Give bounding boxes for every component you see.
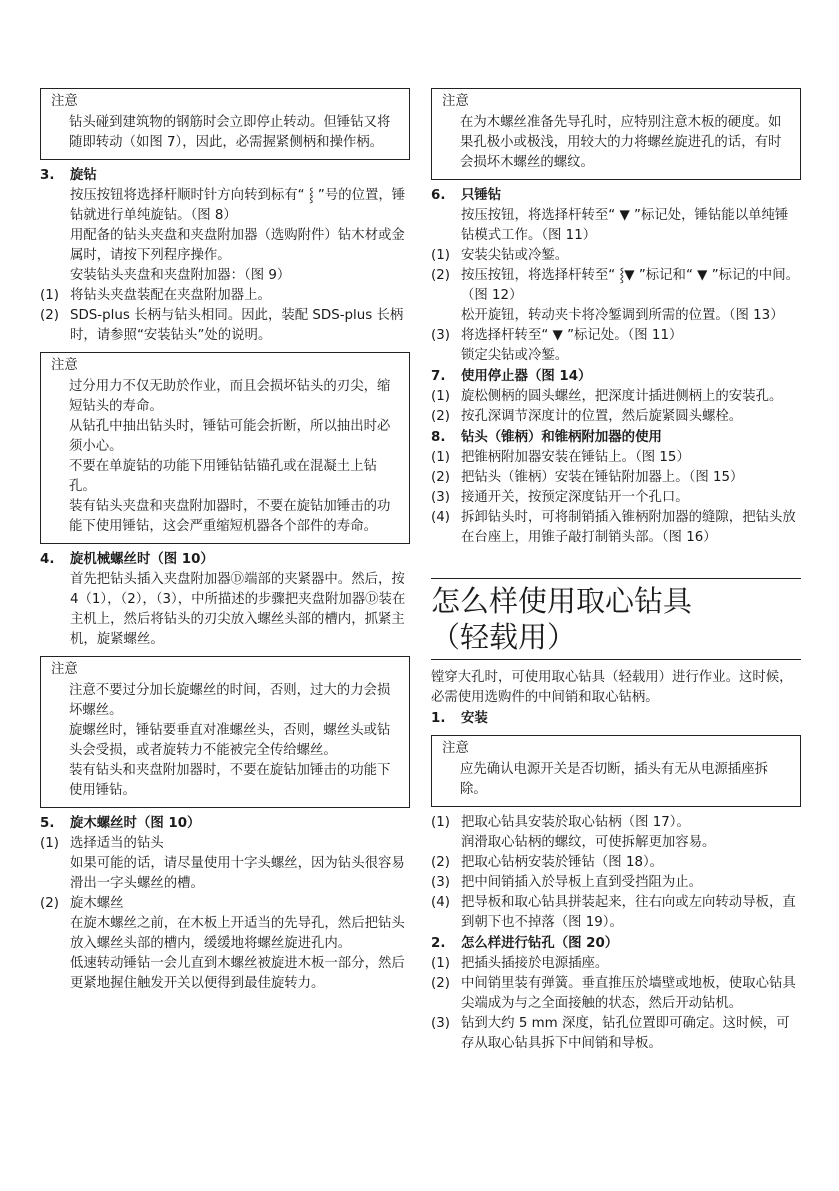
- note-box-power-off: [431, 735, 801, 807]
- list-item: [40, 286, 410, 306]
- section-heading-rotation-drill: [40, 166, 410, 186]
- list-item: [431, 468, 801, 488]
- list-text: 安装尖钻或冷錾。: [461, 248, 569, 263]
- list-item: [431, 873, 801, 893]
- list-item: [40, 306, 410, 346]
- list-number: (1): [40, 288, 59, 303]
- note-text: 旋螺丝时，锤钻要垂直对准螺丝头，否则，螺丝头或钻头会受损，或者旋转力不能被完全传给螺丝。: [69, 723, 391, 758]
- list-item: [431, 326, 801, 346]
- list-item: [431, 488, 801, 508]
- chapter-title-line: （轻载用）: [431, 620, 577, 654]
- list-text: 旋木螺丝: [70, 896, 124, 911]
- list-number: (2): [431, 855, 450, 870]
- list-item: [431, 246, 801, 266]
- section-heading-drilling: [431, 934, 801, 954]
- list-text: 把锥柄附加器安装在锤钻上。（图 15）: [461, 450, 690, 465]
- list-number: (1): [431, 450, 450, 465]
- section-number: 7.: [431, 369, 446, 384]
- list-text: 选择适当的钻头: [70, 836, 164, 851]
- list-item: [431, 974, 801, 1014]
- list-number: (2): [431, 409, 450, 424]
- list-text: 把中间销插入於导板上直到受挡阻为止。: [461, 875, 703, 890]
- paragraph: 安装钻头夹盘和夹盘附加器：（图 9）: [70, 268, 291, 283]
- note-text: 在为木螺丝准备先导孔时，应特别注意木板的硬度。如果孔极小或极浅，用较大的力将螺丝旋进孔的话，有时会损坏木螺丝的螺纹。: [460, 115, 782, 170]
- section-number: 8.: [431, 430, 446, 445]
- note-title: 注意: [51, 94, 78, 109]
- list-text: 中间销里装有弹簧。垂直推压於墙壁或地板，使取心钻具尖端成为与之全面接触的状态，然后开动钻机。: [461, 976, 796, 1011]
- section-title: 旋机械螺丝时（图 10）: [70, 552, 214, 567]
- note-text: 钻头碰到建筑物的钢筋时会立即停止转动。但锤钻又将随即转动（如图 7），因此，必需握紧侧柄和操作柄。: [69, 115, 391, 150]
- section-number: 3.: [40, 168, 55, 183]
- list-text: 把取心钻具安装於取心钻柄（图 17）。: [461, 815, 690, 830]
- list-item: [431, 954, 801, 974]
- paragraph: 用配备的钻头夹盘和夹盘附加器（选购附件）钻木材或金属时，请按下列程序操作。: [70, 228, 405, 263]
- paragraph: 按压按钮，将选择杆转至“ ▼ ”标记处，锤钻能以单纯锤钻模式工作。（图 11）: [461, 208, 789, 243]
- list-item: [40, 834, 410, 854]
- list-text: 钻到大约 5 mm 深度，钻孔位置即可确定。这时候，可存从取心钻具拆下中间销和导板。: [461, 1016, 790, 1051]
- note-title: 注意: [51, 358, 78, 373]
- section-title: 使用停止器（图 14）: [461, 369, 592, 384]
- section-title: 怎么样进行钻孔（图 20）: [461, 936, 619, 951]
- section-heading-machine-screws: [40, 550, 410, 570]
- list-item: [431, 508, 801, 548]
- section-number: 2.: [431, 936, 446, 951]
- list-text: 将选择杆转至“ ▼ ”标记处。（图 11）: [461, 328, 683, 343]
- paragraph: 按压按钮将选择杆顺时针方向转到标有“ ⸾ ”号的位置，锤钻就进行单纯旋钻。（图 8）: [70, 188, 406, 223]
- note-box-drill-cautions: [40, 352, 410, 544]
- list-item: [431, 893, 801, 933]
- note-text: 应先确认电源开关是否切断，插头有无从电源插座拆除。: [460, 762, 768, 797]
- list-text: 把取心钻柄安装於锤钻（图 18）。: [461, 855, 664, 870]
- section-title: 只锤钻: [461, 188, 502, 203]
- list-subtext: 润滑取心钻柄的螺纹，可使拆解更加容易。: [461, 835, 716, 850]
- list-number: (2): [40, 308, 59, 323]
- list-number: (2): [40, 896, 59, 911]
- list-number: (3): [431, 490, 450, 505]
- note-title: 注意: [51, 662, 78, 677]
- list-text: 按孔深调节深度计的位置，然后旋紧圆头螺栓。: [461, 409, 743, 424]
- section-number: 6.: [431, 188, 446, 203]
- note-text: 不要在单旋钻的功能下用锤钻钻锚孔或在混凝土上钻孔。: [69, 459, 377, 494]
- paragraph: 首先把钻头插入夹盘附加器Ⓓ端部的夹紧器中。然后，按 4（1），（2），（3），中所描述的步骤把夹盘附加器Ⓓ装在主机上，然后将钻头的刃尖放入螺丝头部的槽内，抓紧主机，旋紧螺丝。: [70, 572, 406, 647]
- list-text: 把插头插接於电源插座。: [461, 956, 609, 971]
- list-item: [431, 813, 801, 833]
- list-item: [431, 407, 801, 427]
- list-item: [431, 853, 801, 873]
- list-text: SDS-plus 长柄与钻头相同。因此，装配 SDS-plus 长柄时，请参照“安装钻头”处的说明。: [70, 308, 404, 343]
- list-number: (2): [431, 470, 450, 485]
- section-title: 钻头（锥柄）和锥柄附加器的使用: [461, 430, 662, 445]
- chapter-title-core-bit: [431, 578, 801, 660]
- list-text: 旋松侧柄的圆头螺丝，把深度计插进侧柄上的安装孔。: [461, 389, 783, 404]
- list-subtext: 如果可能的话，请尽量使用十字头螺丝，因为钻头很容易滑出一字头螺丝的槽。: [70, 856, 405, 891]
- section-number: 1.: [431, 711, 446, 726]
- list-item: [431, 1014, 801, 1054]
- section-title: 安装: [461, 711, 488, 726]
- list-number: (3): [431, 1016, 450, 1031]
- note-text: 装有钻头和夹盘附加器时，不要在旋钻加锤击的功能下使用锤钻。: [69, 763, 391, 798]
- note-box-pilot-hole: [431, 88, 801, 180]
- note-text: 从钻孔中抽出钻头时，锤钻可能会折断，所以抽出时必须小心。: [69, 419, 391, 454]
- list-text: 拆卸钻头时，可将制销插入锥柄附加器的缝隙，把钻头放在台座上，用锥子敲打制销头部。（图 16）: [461, 510, 796, 545]
- note-text: 装有钻头夹盘和夹盘附加器时，不要在旋钻加锤击的功能下使用锤钻，这会严重缩短机器各个部件的寿命。: [69, 499, 391, 534]
- section-heading-hammer-only: [431, 186, 801, 206]
- note-text: 过分用力不仅无助於作业，而且会损坏钻头的刃尖，缩短钻头的寿命。: [69, 379, 391, 414]
- list-number: (1): [431, 389, 450, 404]
- list-number: (4): [431, 510, 450, 525]
- section-heading-wood-screws: [40, 814, 410, 834]
- list-item: [431, 448, 801, 468]
- list-text: 接通开关，按预定深度钻开一个孔口。: [461, 490, 689, 505]
- list-number: (2): [431, 976, 450, 991]
- list-number: (1): [431, 248, 450, 263]
- left-column: [40, 88, 410, 994]
- list-subtext: 松开旋钮，转动夹卡将冷錾调到所需的位置。（图 13）: [461, 308, 784, 323]
- note-box-rebar: [40, 88, 410, 160]
- list-item: [40, 894, 410, 914]
- section-title: 旋木螺丝时（图 10）: [70, 816, 201, 831]
- list-number: (1): [431, 956, 450, 971]
- chapter-title-line: 怎么样使用取心钻具: [431, 584, 693, 618]
- section-number: 4.: [40, 552, 55, 567]
- section-heading-stopper: [431, 367, 801, 387]
- section-title: 旋钻: [70, 168, 97, 183]
- note-title: 注意: [442, 94, 469, 109]
- list-text: 把钻头（锥柄）安装在锤钻附加器上。（图 15）: [461, 470, 744, 485]
- list-item: [431, 266, 801, 306]
- chapter-intro: 镗穿大孔时，可使用取心钻具（轻载用）进行作业。这时候，必需使用选购件的中间销和取心钻柄。: [431, 670, 793, 705]
- list-item: [431, 387, 801, 407]
- list-subtext: 在旋木螺丝之前，在木板上开适当的先导孔，然后把钻头放入螺丝头部的槽内，缓缓地将螺丝旋进孔内。: [70, 916, 405, 951]
- note-box-screwing: [40, 656, 410, 808]
- section-heading-install: [431, 709, 801, 729]
- list-number: (3): [431, 875, 450, 890]
- note-text: 注意不要过分加长旋螺丝的时间，否则，过大的力会损坏螺丝。: [69, 683, 391, 718]
- right-column: [431, 88, 801, 1054]
- section-heading-taper-shank: [431, 428, 801, 448]
- list-number: (4): [431, 895, 450, 910]
- list-subtext: 低速转动锤钻一会儿直到木螺丝被旋进木板一部分，然后更紧地握住触发开关以便得到最佳旋转力。: [70, 956, 405, 991]
- list-number: (1): [431, 815, 450, 830]
- list-number: (1): [40, 836, 59, 851]
- section-number: 5.: [40, 816, 55, 831]
- list-text: 按压按钮，将选择杆转至“ ⸾▼ ”标记和“ ▼ ”标记的中间。（图 12）: [461, 268, 799, 303]
- list-text: 将钻头夹盘装配在夹盘附加器上。: [70, 288, 271, 303]
- list-subtext: 锁定尖钻或冷錾。: [461, 348, 569, 363]
- note-title: 注意: [442, 741, 469, 756]
- list-text: 把导板和取心钻具拼装起来，往右向或左向转动导板，直到朝下也不掉落（图 19）。: [461, 895, 796, 930]
- list-number: (2): [431, 268, 450, 283]
- list-number: (3): [431, 328, 450, 343]
